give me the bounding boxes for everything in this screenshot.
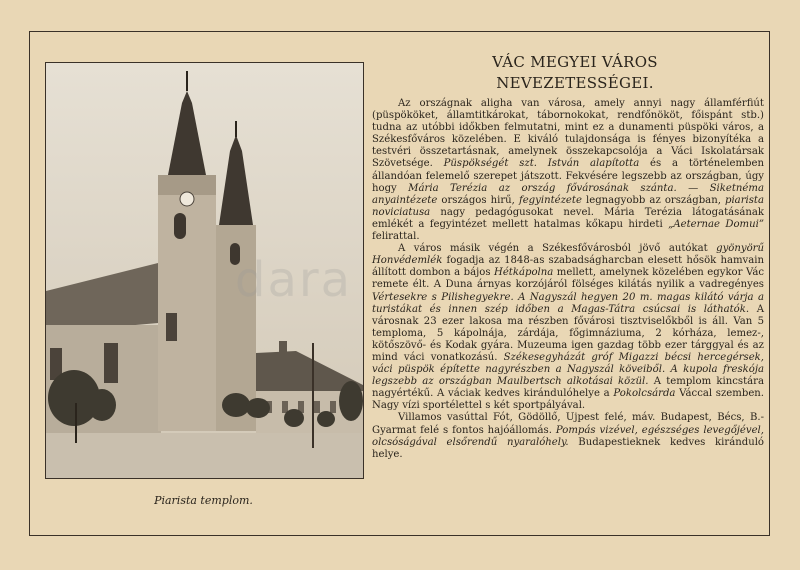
text-run: Püspökségét szt. István alapította <box>443 158 640 170</box>
text-run: gyönyörű Honvédemlék <box>372 243 764 267</box>
article-text <box>372 98 764 461</box>
text-run: országos hirű, <box>437 194 519 206</box>
text-run: A város másik végén a Székesfővárosból jövő autókat <box>398 243 717 255</box>
text-run: „Aeternae Domui” <box>668 218 764 230</box>
text-run: Váccal szemben. Nagy vízi sportélettel s két sportpályával. <box>372 388 764 412</box>
text-run: Vértesekre s Pilishegyekre. A Nagyszál hegyen 20 m. magas kilátó várja a turistákat és innen szép időben a Magas-Tátra csúcsai is láthatók. <box>372 291 764 315</box>
text-run: fegyintézete <box>518 194 582 206</box>
photo-caption: Piarista templom. <box>154 494 253 507</box>
text-run: fogadja az 1848-as szabadságharcban elesett hősök hamvain állított dombon a bájos <box>372 255 764 279</box>
text-run: Budapestieknek kedves kiránduló helye. <box>372 436 765 460</box>
watermark: dara <box>235 252 353 308</box>
text-run: Pokolcsárda <box>613 388 676 400</box>
title-line-1: VÁC MEGYEI VÁROS <box>492 53 658 71</box>
text-run: piarista noviciatusa <box>372 194 764 218</box>
text-run: Hétkápolna <box>494 267 554 279</box>
title-line-2: NEVEZETESSÉGEI. <box>496 74 654 92</box>
page-title <box>380 52 770 94</box>
text-run: nagy pedagógusokat nevel. Mária Terézia látogatásának emlékét a fegyintézet mellett hatalmas kőkapu hirdeti <box>372 206 764 230</box>
text-run: mellett, amelynek közelében egykor Vác remete élt. A Duna árnyas korzójáról fölséges kilátás nyilik a vadregényes <box>372 267 764 291</box>
church-photo <box>45 62 364 479</box>
text-run: és a történelemben állandóan felemelő szerepet játszott. Fekvésére legszebb az országban, úgy hogy <box>372 158 764 194</box>
piarist-church-illustration <box>46 63 363 478</box>
text-run: A templom kincstára nagyértékű. A váciak kedves kirándulóhelye a <box>372 376 764 400</box>
text-run: A városnak 23 ezer lakosa ma részben fővárosi tisztviselőkből is áll. Van 5 temploma, 5 kápolnája, zárdája, főgimnáziuma, 2 kórháza, lemez-, kötőszövő- és Kodak gyára. Muzeuma igen gazdag több ezer tárggyal és az mind váci vonatkozású. <box>372 303 764 363</box>
text-run: Pompás vizével, egészséges levegőjével, olcsóságával elsőrendű nyaralóhely. <box>372 424 764 448</box>
text-run: Az országnak aligha van városa, amely annyi nagy államférfiút (püspököket, államtitkárokat, tábornokokat, rendfőnököt, főispánt stb.) tudna az utóbbi időkben felmutatni, mint ez a dunamenti püspöki város, a Székesfőváros közelében. E kiváló tulajdonsága is fényes bizonyítéka a testvéri összetartásnak, amelynek összekapcsolója a Váci Iskolatársak Szövetsége. <box>372 98 764 170</box>
paragraph-3 <box>372 412 764 460</box>
text-run: Villamos vasúttal Fót, Gödöllő, Ujpest felé, máv. Budapest, Bécs, B.-Gyarmat felé s fontos hajóállomás. <box>372 412 764 436</box>
paragraph-2 <box>372 243 764 412</box>
text-run: Mária Terézia az ország fővárosának szánta. — Siketnéma anyaintézete <box>372 182 764 206</box>
text-run: felirattal. <box>372 231 420 243</box>
text-run: Székesegyházát gróf Migazzi bécsi hercegérsek, váci püspök építette nagyrészben a Nagyszál köveiből. A kupola freskója legszebb az országban Maulbertsch alkotásai közül. <box>372 351 764 388</box>
paragraph-1 <box>372 98 764 243</box>
text-run: legnagyobb az országban, <box>581 194 725 206</box>
